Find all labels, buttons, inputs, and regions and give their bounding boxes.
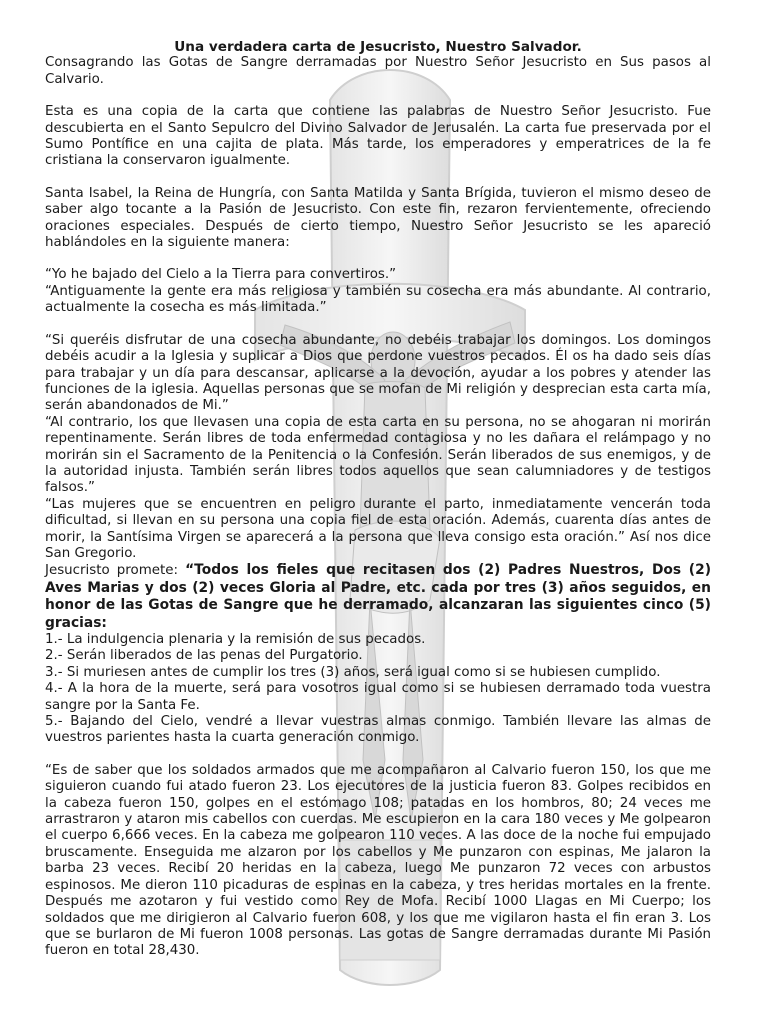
promise-bold-text: “Todos los fieles que recitasen dos (2) Padres Nuestros, Dos (2) Aves Marias y dos (2) veces Gloria al Padre, etc. cada por tres (3) años seguidos, en honor de las Gotas de Sangre que he derramado, alcanzaran las siguientes cinco (5) gracias: <box>45 562 711 631</box>
grace-item-3: 3.- Si muriesen antes de cumplir los tres (3) años, será igual como si se hubiesen cumplido. <box>45 664 661 680</box>
quote-protection: “Al contrario, los que llevasen una copia de esta carta en su persona, no se ahogaran ni morirán repentinamente. Serán libres de toda enfermedad contagiosa y no les dañara el relámpago y no morirán sin el Sacramento de la Penitencia o la Confesión. Serán liberados de sus enemigos, y de la autoridad injusta. También serán libres todos aquellos que sean calumniadores y de testigos falsos.” <box>45 414 711 496</box>
intro-paragraph: Consagrando las Gotas de Sangre derramadas por Nuestro Señor Jesucristo en Sus pasos al Calvario. <box>45 55 711 87</box>
promise-paragraph <box>45 562 711 632</box>
letter-content <box>45 39 711 960</box>
promise-prefix: Jesucristo promete: <box>45 563 186 579</box>
grace-item-2: 2.- Serán liberados de las penas del Purgatorio. <box>45 648 363 664</box>
document-title: Una verdadera carta de Jesucristo, Nuestro Salvador. <box>174 39 582 55</box>
quote-sundays: “Si queréis disfrutar de una cosecha abundante, no debéis trabajar los domingos. Los domingos debéis acudir a la Iglesia y suplicar a Dios que perdone vuestros pecados. Él os ha dado seis días para trabajar y un día para descansar, aplicarse a la devoción, ayudar a los pobres y atender las funciones de la iglesia. Aquellas personas que se mofan de Mi religión y desprecian esta carta mía, serán abandonados de Mi.” <box>45 332 711 414</box>
quote-harvest: “Antiguamente la gente era más religiosa y también su cosecha era más abundante. Al contrario, actualmente la cosecha es más limitada.” <box>45 283 711 316</box>
grace-item-1: 1.- La indulgencia plenaria y la remisión de sus pecados. <box>45 632 426 647</box>
passion-counts-paragraph: “Es de saber que los soldados armados que me acompañaron al Calvario fueron 150, los que me siguieron cuando fui atado fueron 23. Los ejecutores de la justicia fueron 83. Golpes recibidos en la cabeza fueron 150, golpes en el estómago 108; patadas en los hombros, 80; 24 veces me arrastraron y ataron mis cabellos con cuerdas. Me escupieron en la cara 180 veces y Me golpearon el cuerpo 6,666 veces. En la cabeza me golpearon 110 veces. A las doce de la noche fui empujado bruscamente. Enseguida me alzaron por los cabellos y Me punzaron con espinas, Me jalaron la barba 23 veces. Recibí 20 heridas en la cabeza, luego Me punzaron 72 veces con arbustos espinosos. Me dieron 110 picaduras de espinas en la cabeza, y tres heridas mortales en la frente. Después me azotaron y fui vestido como Rey de Mofa. Recibí 1000 Llagas en Mi Cuerpo; los soldados que me dirigieron al Calvario fueron 608, y los que me vigilaron hasta el fin eran 3. Los que se burlaron de Mi fueron 1008 personas. Las gotas de Sangre derramadas durante Mi Pasión fueron en total 28,430. <box>45 762 711 959</box>
quote-descended: “Yo he bajado del Cielo a la Tierra para convertiros.” <box>45 267 397 283</box>
grace-item-4: 4.- A la hora de la muerte, será para vosotros igual como si se hubiesen derramado toda vuestra sangre por la Santa Fe. <box>45 681 711 713</box>
saints-paragraph: Santa Isabel, la Reina de Hungría, con Santa Matilda y Santa Brígida, tuvieron el mismo deseo de saber algo tocante a la Pasión de Jesucristo. Con este fin, rezaron fervientemente, ofreciendo oraciones especiales. Después de cierto tiempo, Nuestro Señor Jesucristo se les apareció hablándoles en la siguiente manera: <box>45 185 711 251</box>
letter-origin-paragraph: Esta es una copia de la carta que contiene las palabras de Nuestro Señor Jesucristo. Fue descubierta en el Santo Sepulcro del Divino Salvador de Jerusalén. La carta fue preservada por el Sumo Pontífice en una cajita de plata. Más tarde, los emperadores y emperatrices de la fe cristiana la conservaron igualmente. <box>45 104 711 169</box>
grace-item-5: 5.- Bajando del Cielo, vendré a llevar vuestras almas conmigo. También llevare las almas de vuestros parientes hasta la cuarta generación conmigo. <box>45 714 711 746</box>
quote-women: “Las mujeres que se encuentren en peligro durante el parto, inmediatamente vencerán toda dificultad, si llevan en su persona una copia fiel de esta oración. Además, cuarenta días antes de morir, la Santísima Virgen se aparecerá a la persona que lleva consigo esta oración.” Así nos dice San Gregorio. <box>45 496 711 561</box>
